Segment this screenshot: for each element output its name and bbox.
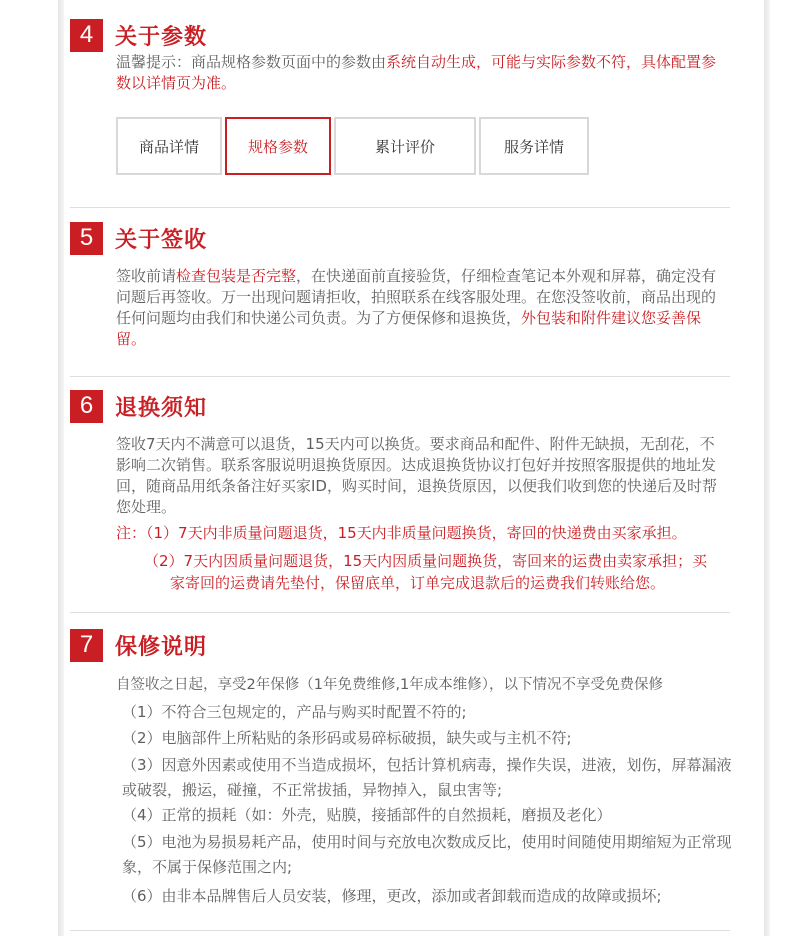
signing-text: 签收前请: [116, 267, 177, 285]
section-title: 关于参数: [115, 24, 208, 50]
warranty-item: （3）因意外因素或使用不当造成损坏，包括计算机病毒，操作失误，进液，划伤，屏幕漏液或破裂，搬运，碰撞，不正常拔插，异物掉入，鼠虫害等;: [122, 756, 732, 799]
warranty-intro: 自签收之日起，享受2年保修（1年免费维修,1年成本维修），以下情况不享受免费保修: [116, 677, 664, 693]
right-frame-border: [764, 0, 770, 936]
section-6-header: [70, 389, 207, 423]
section-divider: [70, 376, 730, 377]
section-title: 保修说明: [115, 634, 208, 660]
tip-highlight: 系统自动生成，可能与实际参数不符，具体配置参数以详情页为准。: [116, 53, 717, 92]
return-policy-paragraph: 签收7天内不满意可以退货，15天内可以换货。要求商品和配件、附件无缺损，无刮花，不影响二次销售。联系客服说明退换货原因。达成退换货协议打包好并按照客服提供的地址发回，随商品用纸条备注好买家ID，购买时间，退换货原因，以便我们收到您的快递后及时帮您处理。: [116, 435, 717, 516]
product-tabs: [116, 117, 592, 175]
return-note-2-line2: 家寄回的运费请先垫付，保留底单，订单完成退款后的运费我们转账给您。: [170, 574, 666, 592]
tab-service-details[interactable]: 服务详情: [479, 117, 589, 175]
section-divider: [70, 612, 730, 613]
signing-highlight: 检查包装是否完整: [176, 267, 297, 285]
section-divider: [70, 207, 730, 208]
section-title: 关于签收: [115, 227, 208, 253]
section-number-badge: 7: [70, 629, 103, 662]
section-number-badge: 5: [70, 222, 103, 255]
return-note-2: [144, 550, 734, 594]
signing-paragraph: [116, 266, 726, 350]
warranty-item: （1）不符合三包规定的，产品与购买时配置不符的;: [122, 703, 467, 721]
signing-highlight-end: 外包装和附件建议您妥善保留。: [116, 309, 702, 348]
params-tip: [116, 52, 726, 94]
section-7-header: [70, 628, 207, 662]
section-5-header: [70, 221, 207, 255]
tab-product-details[interactable]: 商品详情: [116, 117, 222, 175]
section-number-badge: 6: [70, 390, 103, 423]
section-divider: [70, 930, 730, 931]
left-frame-border: [58, 0, 64, 936]
warranty-item: （4）正常的损耗（如：外壳，贴膜，接插部件的自然损耗，磨损及老化）: [122, 806, 612, 824]
section-number-badge: 4: [70, 19, 103, 52]
tab-spec-params[interactable]: 规格参数: [225, 117, 331, 175]
tip-text: 温馨提示：商品规格参数页面中的参数由: [116, 53, 387, 71]
tab-reviews[interactable]: 累计评价: [334, 117, 476, 175]
warranty-item: （2）电脑部件上所粘贴的条形码或易碎标破损，缺失或与主机不符;: [122, 729, 572, 747]
after-sales-info-page: [70, 0, 750, 936]
signing-text-cont: ，在快递面前直接验货，仔细检查笔记本外观和屏幕，确定没有问题后再签收。万一出现问题请拒收，拍照联系在线客服处理。在您没签收前，商品出现的任何问题均由我们和快递公司负责。为了方便保修和退换货，: [116, 267, 717, 327]
return-note-2-line1: （2）7天内因质量问题退货，15天内因质量问题换货，寄回来的运费由卖家承担；买: [144, 552, 708, 570]
warranty-item: （5）电池为易损易耗产品，使用时间与充放电次数成反比，使用时间随使用期缩短为正常现象，不属于保修范围之内;: [122, 833, 732, 876]
return-note-1: 注：（1）7天内非质量问题退货，15天内非质量问题换货，寄回的快递费由买家承担。: [116, 524, 687, 542]
section-title: 退换须知: [115, 395, 208, 421]
warranty-item: （6）由非本品牌售后人员安装，修理，更改，添加或者卸载而造成的故障或损坏;: [122, 887, 662, 905]
section-4-header: [70, 18, 207, 52]
